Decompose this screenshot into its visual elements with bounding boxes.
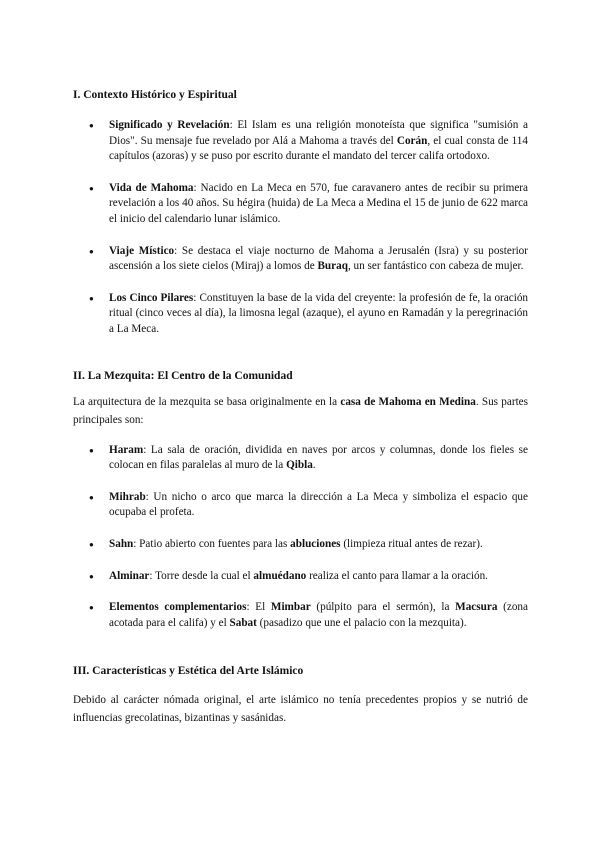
item-text: : Constituyen la base de la vida del creyente: la profesión de fe, la oración ritual (cinco veces al día), la limosna legal (azaque), el ayuno en Ramadán y la peregrinación a La Meca. [109,291,529,335]
item-text: : Se destaca el viaje nocturno de Mahoma a Jerusalén (Isra) y su posterior ascensión a los siete cielos (Miraj) a lomos de [109,244,528,273]
item-term: Vida de Mahoma [109,181,194,194]
item-text: (limpieza ritual antes de rezar). [340,537,483,550]
section-3-paragraph: Debido al carácter nómada original, el arte islámico no tenía precedentes propios y se nutrió de influencias grecolatinas, bizantinas y sasánidas. [73,694,528,725]
item-term: Los Cinco Pilares [109,291,194,304]
item-term: Sahn [109,537,134,550]
section-title-1: I. Contexto Histórico y Espiritual [73,89,237,101]
list-item [73,600,528,631]
item-text: . [312,459,316,472]
section-1-list [73,118,528,338]
item-term-inline: almuédano [253,569,307,582]
item-text: , el cual consta de 114 capítulos (azoras) y se puso por escrito durante el mandato del tercer califa ortodoxo. [109,134,528,163]
item-text: : Nacido en La Meca en 570, fue caravanero antes de recibir su primera revelación a los 40 años. Su hégira (huida) de La Meca a Medina el 15 de junio de 622 marca el inicio del calendario lunar islámico. [109,181,528,225]
item-term: Mihrab [109,490,146,503]
item-term-inline: abluciones [290,537,341,550]
item-text: realiza el canto para llamar a la oración. [306,569,488,582]
item-term-inline: Qibla [286,459,313,472]
item-text: (zona acotada para el califa) y el [109,601,528,629]
item-term-inline: Macsura [455,601,498,614]
list-item [73,118,528,165]
item-text: : Patio abierto con fuentes para las [133,537,291,550]
list-item [73,443,528,474]
item-text: : El Islam es una religión monoteísta que significa "sumisión a Dios". Su mensaje fue revelado por Alá a Mahoma a través del [109,119,528,147]
intro-text: La arquitectura de la mezquita se basa originalmente en la [73,395,341,408]
item-term: Haram [109,443,144,456]
section-title-2: II. La Mezquita: El Centro de la Comunidad [73,369,293,382]
item-term: Elementos complementarios [109,601,247,614]
item-term-inline: Buraq [317,260,348,273]
intro-text: . Sus partes principales son: [73,395,528,426]
item-term: Alminar [109,569,150,582]
item-text: (pasadizo que une el palacio con la mezquita). [256,616,467,629]
section-2-intro [73,393,528,429]
item-text: : La sala de oración, dividida en naves por arcos y columnas, donde los fieles se colocan en filas paralelas al muro de la [109,443,528,472]
intro-term: casa de Mahoma en Medina [340,395,476,408]
item-text: , un ser fantástico con cabeza de mujer. [347,260,524,273]
item-term-inline: Sabat [229,616,257,629]
item-term-inline: Corán [396,134,428,147]
list-item [73,244,528,275]
list-item [73,291,528,338]
list-item [73,490,528,521]
item-term: Viaje Místico [109,244,175,257]
list-item [73,181,528,228]
item-text: : Torre desde la cual el [149,569,254,582]
list-item [73,537,528,553]
item-text: : Un nicho o arco que marca la dirección a La Meca y simboliza el espacio que ocupaba el profeta. [109,490,528,519]
item-term: Significado y Revelación [109,119,230,131]
document-page [73,88,528,727]
item-text: : El [246,601,271,614]
section-title-3: III. Características y Estética del Arte Islámico [73,665,304,678]
item-term-inline: Mimbar [270,601,311,614]
section-2-list [73,443,528,632]
item-text: (púlpito para el sermón), la [310,601,456,614]
list-item [73,569,528,585]
